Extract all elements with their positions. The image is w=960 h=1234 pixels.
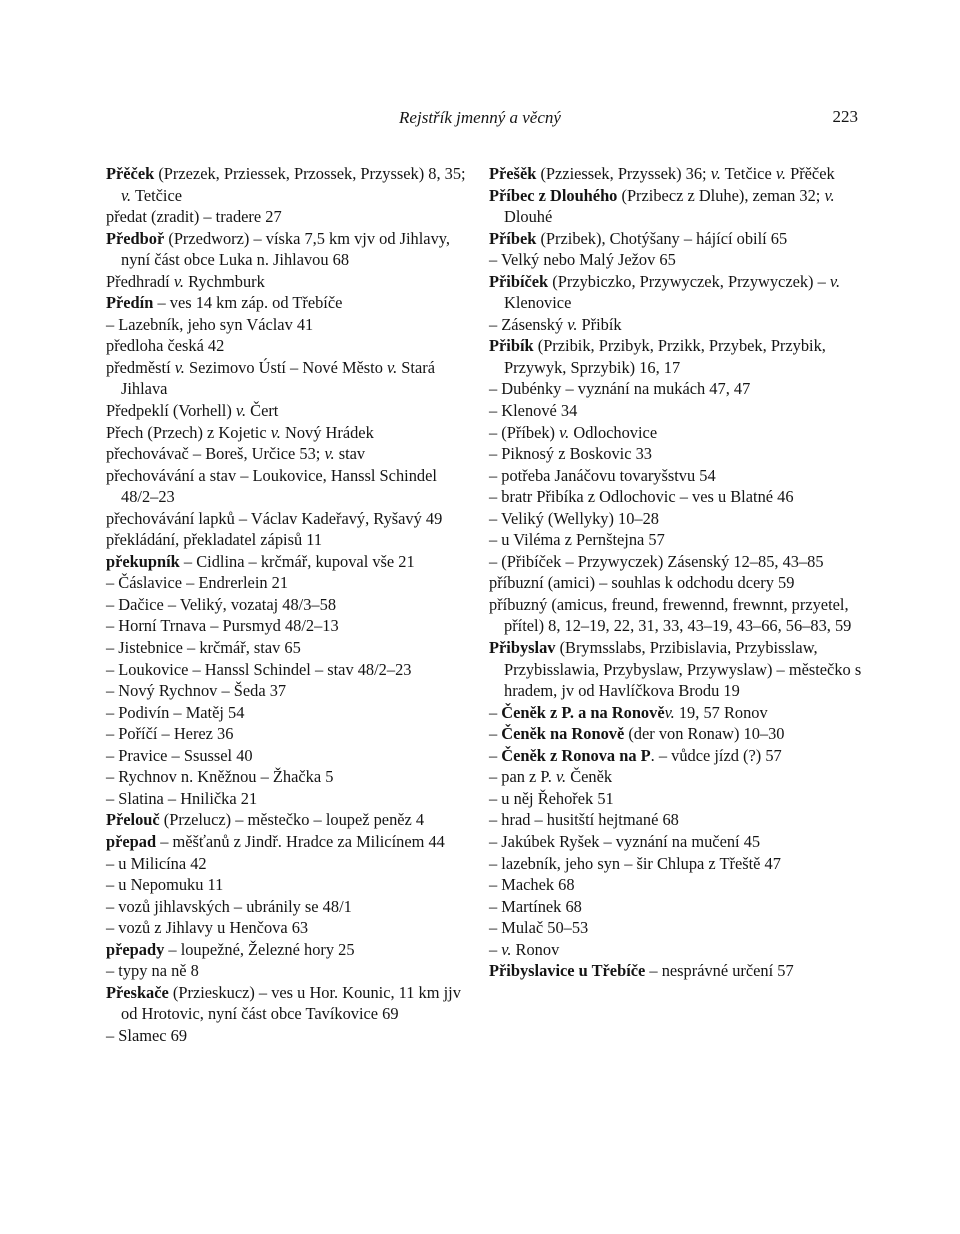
entry-text: – měšťanů z Jindř. Hradce za Milicínem 44 xyxy=(156,831,445,851)
entry-headword: překupník xyxy=(106,551,180,571)
entry-headword: přepad xyxy=(106,831,157,851)
entry-headword: Přibík xyxy=(489,336,534,356)
entry-text: Přěček xyxy=(785,164,835,183)
entry-see-reference: v. xyxy=(324,444,335,464)
index-entry xyxy=(106,917,468,939)
entry-text: – xyxy=(489,745,502,765)
entry-text: – typy na ně 8 xyxy=(106,961,199,981)
index-entry xyxy=(489,163,869,185)
entry-text: – xyxy=(489,939,502,959)
entry-headword: Přelouč xyxy=(106,810,160,830)
index-entry xyxy=(106,422,468,444)
entry-see-reference: v. xyxy=(559,422,570,442)
entry-text: – Horní Trnava – Pursmyd 48/2–13 xyxy=(106,616,339,636)
index-entry xyxy=(489,896,869,918)
entry-text: – Slatina – Hnilička 21 xyxy=(106,788,258,808)
index-entry xyxy=(106,443,468,465)
entry-text: – potřeba Janáčovu tovaryšstvu 54 xyxy=(489,465,716,485)
entry-text: – Zásenský xyxy=(489,314,568,334)
entry-text: – vozů z Jihlavy u Henčova 63 xyxy=(106,918,309,938)
entry-headword: Příbek xyxy=(489,228,537,248)
index-entry xyxy=(489,465,869,487)
entry-text: – xyxy=(489,702,502,722)
running-title: Rejstřík jmenný a věcný xyxy=(399,108,561,127)
entry-headword: Přibyslav xyxy=(489,638,556,658)
entry-see-reference: v. xyxy=(775,164,786,183)
entry-text: . – vůdce jízd (?) 57 xyxy=(650,745,782,765)
entry-text: – (Příbek) xyxy=(489,422,560,442)
index-entry xyxy=(106,400,468,422)
index-entry xyxy=(489,917,869,939)
index-entry xyxy=(106,939,468,961)
index-column-left xyxy=(106,163,468,1046)
entry-text: Sezimovo Ústí – Nové Město xyxy=(184,357,388,377)
index-entry xyxy=(106,874,468,896)
entry-text: – Martínek 68 xyxy=(489,896,582,916)
entry-text: (Przelucz) – městečko – loupež peněz 4 xyxy=(159,810,425,830)
entry-text: – loupežné, Železné hory 25 xyxy=(164,939,355,959)
entry-text: – Lazebník, jeho syn Václav 41 xyxy=(106,314,314,334)
index-entry xyxy=(489,766,869,788)
index-entry xyxy=(106,982,468,1025)
index-entry xyxy=(106,680,468,702)
entry-text: – nesprávné určení 57 xyxy=(645,961,794,981)
entry-see-reference: v. xyxy=(824,185,835,205)
index-entry xyxy=(489,271,869,314)
entry-headword: Příbec z Dlouhého xyxy=(489,185,618,205)
entry-text: – Machek 68 xyxy=(489,875,575,895)
entry-headword: Přěček xyxy=(106,164,155,183)
entry-text: předloha česká 42 xyxy=(106,336,225,356)
entry-text: (Pzziessek, Przyssek) 36; xyxy=(536,164,711,183)
entry-text: (Przezek, Prziessek, Przossek, Przyssek) 8, 35; xyxy=(154,164,466,183)
entry-text: – Loukovice – Hanssl Schindel – stav 48/2–23 xyxy=(106,659,412,679)
index-entry xyxy=(106,766,468,788)
entry-text: (Przibik, Przibyk, Przikk, Przybek, Przybik, Przywyk, Sprzybik) 16, 17 xyxy=(504,336,826,377)
entry-text: příbuzní (amici) – souhlas k odchodu dcery 59 xyxy=(489,573,795,593)
entry-text: překládání, překladatel zápisů 11 xyxy=(106,530,323,550)
index-entry xyxy=(489,508,869,530)
index-entry xyxy=(106,206,468,228)
entry-text: – u Nepomuku 11 xyxy=(106,875,224,895)
entry-text: stav xyxy=(334,444,366,464)
entry-see-reference: v. xyxy=(173,271,184,291)
entry-see-reference: v. xyxy=(235,401,247,421)
index-entry xyxy=(106,723,468,745)
entry-text: – ves 14 km záp. od Třebíče xyxy=(153,293,343,313)
entry-headword: Přibíček xyxy=(489,271,549,291)
index-entry xyxy=(106,529,468,551)
entry-headword: Čeněk z P. a na Ronově xyxy=(501,702,665,722)
entry-text: (Przibek), Chotýšany – hájící obilí 65 xyxy=(536,228,788,248)
index-entry xyxy=(489,314,869,336)
index-entry xyxy=(489,228,869,250)
index-entry xyxy=(489,809,869,831)
entry-see-reference: v. xyxy=(567,314,578,334)
entry-text: – Čáslavice – Endrerlein 21 xyxy=(106,573,289,593)
entry-text: – Nový Rychnov – Šeda 37 xyxy=(106,681,287,701)
entry-text: (Przieskucz) – ves u Hor. Kounic, 11 km jjv od Hrotovic, nyní část obce Tavíkovice 69 xyxy=(121,982,461,1024)
index-entry xyxy=(489,874,869,896)
entry-headword: přepady xyxy=(106,939,165,959)
entry-text: – Jistebnice – krčmář, stav 65 xyxy=(106,638,301,658)
index-entry xyxy=(489,529,869,551)
index-column-right xyxy=(489,163,869,982)
index-entry xyxy=(489,400,869,422)
entry-text: přechovávání lapků – Václav Kadeřavý, Ryšavý 49 xyxy=(106,508,443,528)
entry-see-reference: v. xyxy=(555,767,567,787)
entry-headword: Přešěk xyxy=(489,164,537,183)
entry-text: – lazebník, jeho syn – šir Chlupa z Třeště 47 xyxy=(489,853,781,873)
entry-text: (Przibecz z Dluhe), zeman 32; xyxy=(617,185,825,205)
entry-text: – Podivín – Matěj 54 xyxy=(106,702,245,722)
entry-text: přechovávač – Boreš, Určice 53; xyxy=(106,444,325,464)
entry-text: předměstí xyxy=(106,357,175,377)
index-entry xyxy=(106,659,468,681)
entry-text: – Rychnov n. Kněžnou – Žhačka 5 xyxy=(106,767,334,787)
index-entry xyxy=(489,185,869,228)
index-entry xyxy=(489,594,869,637)
entry-text: – Klenové 34 xyxy=(489,401,578,421)
index-entry xyxy=(489,378,869,400)
entry-text: – u Milicína 42 xyxy=(106,853,207,873)
index-entry xyxy=(106,788,468,810)
entry-text: – u něj Řehořek 51 xyxy=(489,788,614,808)
index-entry xyxy=(489,831,869,853)
index-entry xyxy=(489,853,869,875)
entry-text: – Cidlina – krčmář, kupoval vše 21 xyxy=(179,551,415,571)
entry-text: (Przedworz) – víska 7,5 km vjv od Jihlavy, nyní část obce Luka n. Jihlavou 68 xyxy=(121,228,450,270)
entry-text: – Velký nebo Malý Ježov 65 xyxy=(489,250,676,270)
index-entry xyxy=(106,357,468,400)
index-entry xyxy=(489,486,869,508)
entry-text: Odlochovice xyxy=(569,422,658,442)
index-entry xyxy=(489,702,869,724)
index-entry xyxy=(106,163,468,206)
index-entry xyxy=(489,745,869,767)
index-entry xyxy=(106,853,468,875)
entry-text: – Slamec 69 xyxy=(106,1025,188,1045)
entry-text: přechovávání a stav – Loukovice, Hanssl Schindel 48/2–23 xyxy=(106,465,437,507)
entry-text: Předpeklí (Vorhell) xyxy=(106,401,236,421)
entry-text: Rychmburk xyxy=(183,271,265,291)
entry-text: – Dačice – Veliký, vozataj 48/3–58 xyxy=(106,594,337,614)
index-entry xyxy=(489,443,869,465)
index-entry xyxy=(106,465,468,508)
entry-text: – xyxy=(489,724,502,744)
index-entry xyxy=(106,1025,468,1047)
index-entry xyxy=(106,809,468,831)
index-entry xyxy=(106,271,468,293)
entry-text: – bratr Přibíka z Odlochovic – ves u Blatné 46 xyxy=(489,487,794,507)
entry-see-reference: v. xyxy=(121,185,132,205)
index-entry xyxy=(106,292,468,314)
index-entry xyxy=(489,249,869,271)
entry-text: Nový Hrádek xyxy=(280,422,374,442)
entry-text: (der von Ronaw) 10–30 xyxy=(624,724,785,744)
entry-see-reference: v. xyxy=(829,271,841,291)
index-entry xyxy=(106,551,468,573)
entry-text: – Veliký (Wellyky) 10–28 xyxy=(489,508,660,528)
index-entry xyxy=(106,637,468,659)
index-entry xyxy=(106,831,468,853)
index-entry xyxy=(489,551,869,573)
entry-text: – Jakúbek Ryšek – vyznání na mučení 45 xyxy=(489,831,761,851)
index-entry xyxy=(489,960,869,982)
entry-text: 19, 57 xyxy=(674,702,724,722)
entry-text: Ronov xyxy=(511,939,560,959)
entry-text: – vozů jihlavských – ubránily se 48/1 xyxy=(106,896,352,916)
entry-text: Předhradí xyxy=(106,271,174,291)
entry-see-reference: v. xyxy=(270,422,281,442)
index-entry xyxy=(489,335,869,378)
index-entry xyxy=(106,508,468,530)
page-number: 223 xyxy=(832,107,858,126)
index-entry xyxy=(489,637,869,702)
index-entry xyxy=(106,314,468,336)
index-entry xyxy=(489,422,869,444)
entry-text: – (Přibíček – Przywyczek) Zásenský 12–85, 43–85 xyxy=(489,551,824,571)
entry-text: Dlouhé xyxy=(504,207,553,227)
index-entry xyxy=(489,723,869,745)
entry-text: příbuzný (amicus, freund, frewennd, frewnnt, przyetel, přítel) 8, 12–19, 22, 31, 33, 43–19, 43–66, 56–83, 59 xyxy=(489,594,852,636)
entry-text: – Poříčí – Herez 36 xyxy=(106,724,234,744)
entry-text: – Pravice – Ssussel 40 xyxy=(106,745,253,765)
entry-text: Čert xyxy=(246,401,279,421)
entry-text: – Mulač 50–53 xyxy=(489,918,589,938)
index-entry xyxy=(106,960,468,982)
index-entry xyxy=(106,615,468,637)
entry-text: Tetčice xyxy=(131,185,183,205)
entry-text: Tetčice xyxy=(720,164,776,183)
entry-headword: Čeněk na Ronově xyxy=(501,724,625,744)
entry-text: (Brymsslabs, Przibislavia, Przybisslaw, Przybisslawia, Przybyslaw, Przywyslaw) – městečko s hradem, jv od Havlíčkova Brodu 19 xyxy=(504,638,862,701)
entry-text: Stará Jihlava xyxy=(121,357,435,399)
entry-text: Čeněk xyxy=(566,767,613,787)
entry-see-reference: v. xyxy=(501,939,512,959)
index-entry xyxy=(106,335,468,357)
entry-text: – Dubénky – vyznání na mukách 47, 47 xyxy=(489,379,751,399)
entry-text: Přech (Przech) z Kojetic xyxy=(106,422,271,442)
entry-text: Ronov xyxy=(723,702,768,722)
index-entry xyxy=(489,788,869,810)
entry-headword: Přeskače xyxy=(106,982,169,1002)
entry-text: – Piknosý z Boskovic 33 xyxy=(489,444,653,464)
entry-text: (Przybiczko, Przywyczek, Przywyczek) – xyxy=(548,271,830,291)
index-entry xyxy=(106,228,468,271)
index-entry xyxy=(489,939,869,961)
index-entry xyxy=(106,594,468,616)
entry-text: předat (zradit) – tradere 27 xyxy=(106,207,282,227)
index-entry xyxy=(106,745,468,767)
entry-text: – hrad – husitští hejtmané 68 xyxy=(489,810,679,830)
entry-headword: Čeněk z Ronova na P xyxy=(501,745,651,765)
index-entry xyxy=(489,572,869,594)
entry-text: – u Viléma z Pernštejna 57 xyxy=(489,530,665,550)
index-entry xyxy=(106,702,468,724)
entry-text: Klenovice xyxy=(504,293,572,313)
index-entry xyxy=(106,572,468,594)
entry-text: – pan z P. xyxy=(489,767,556,787)
entry-headword: Přibyslavice u Třebíče xyxy=(489,961,646,981)
entry-headword: Předín xyxy=(106,293,154,313)
entry-text: Přibík xyxy=(577,314,622,334)
index-entry xyxy=(106,896,468,918)
entry-see-reference: v. xyxy=(387,357,398,377)
entry-see-reference: v. xyxy=(664,702,675,722)
entry-headword: Předboř xyxy=(106,228,165,248)
entry-see-reference: v. xyxy=(710,164,721,183)
entry-see-reference: v. xyxy=(174,357,185,377)
